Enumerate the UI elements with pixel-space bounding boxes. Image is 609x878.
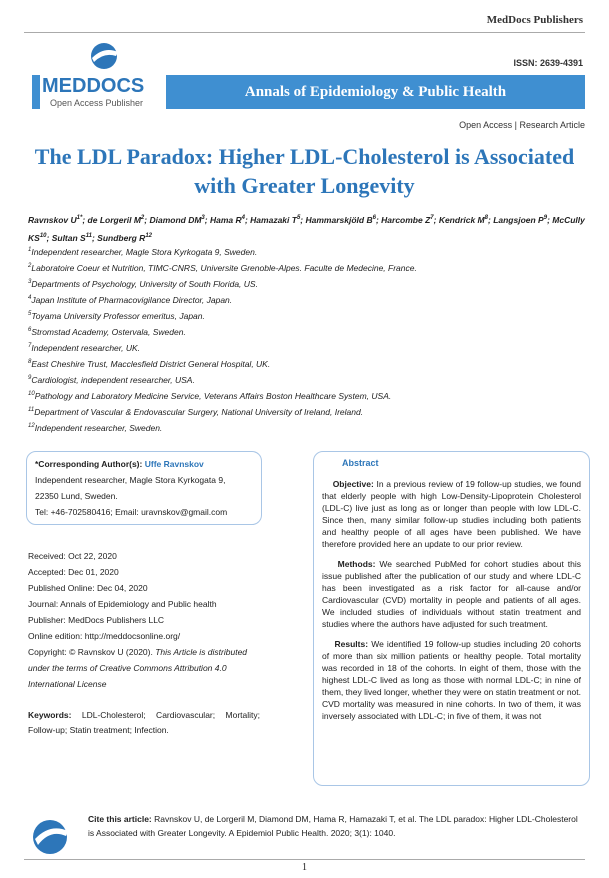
objective-label: Objective: [332, 479, 374, 489]
affiliation-item: $^1$Independent researcher, Magle Stora Kyrkogata 9, Sweden. [28, 246, 258, 257]
keywords-text: LDL-Cholesterol; Cardiovascular; Mortality; Follow-up; Statin treatment; Infection. [28, 710, 260, 735]
author-affiliation-mark: 4 [241, 215, 245, 221]
footer-divider [24, 859, 585, 860]
author-affiliation-mark: 5 [296, 215, 301, 221]
author-affiliation-mark: 8 [484, 215, 488, 221]
keywords-label: Keywords: [28, 710, 72, 720]
abstract-results [322, 638, 581, 722]
author-name: Hamazaki T [250, 214, 297, 225]
copyright: Copyright: © Ravnskov U (2020). [28, 647, 153, 657]
objective-text: In a previous review of 19 follow-up studies, we found that elderly people with high Low-Density-Lipoprotein Cholesterol (LDL-C) live just as long as or longer than people with low LDL-C. Since then, many similar follow-up studies including both patients and healthy people of all ages have been published. We have therefore provided here an update to our prior review. [322, 479, 581, 549]
article-title: The LDL Paradox: Higher LDL-Cholesterol is Associated with Greater Longevity [34, 144, 575, 198]
results-label: Results: [334, 639, 369, 649]
accepted-date: Accepted: Dec 01, 2020 [28, 567, 119, 577]
corresponding-address-2: 22350 Lund, Sweden. [35, 491, 118, 501]
abstract-methods [322, 558, 581, 630]
abstract-box [313, 451, 590, 786]
affiliation-item: $^7$Independent researcher, UK. [28, 342, 141, 353]
author-name: de Lorgeril M [87, 214, 141, 225]
logo-text: MEDDOCS [42, 75, 145, 97]
article-type: Open Access | Research Article [459, 120, 585, 130]
abstract-objective [322, 478, 581, 550]
corresponding-name: Uffe Ravnskov [144, 459, 204, 469]
author-affiliation-mark: 9 [543, 215, 548, 221]
affiliation-item: $^8$East Cheshire Trust, Macclesfield District General Hospital, UK. [28, 358, 271, 369]
author-affiliation-mark: 6 [372, 215, 376, 221]
header-divider [24, 32, 585, 33]
author-name: Hama R [209, 214, 242, 225]
author-affiliation-mark: 7 [430, 215, 434, 221]
publisher-line: Publisher: MedDocs Publishers LLC [28, 615, 165, 625]
affiliation-item: $^9$Cardiologist, independent researcher, USA. [28, 374, 195, 385]
logo-subtext: Open Access Publisher [50, 98, 144, 108]
author-name: Diamond DM [149, 214, 202, 225]
author-affiliation-mark: 2 [140, 215, 145, 221]
author-name: Hammarskjöld B [305, 214, 373, 225]
issn: ISSN: 2639-4391 [513, 58, 583, 68]
affiliation-list [28, 242, 587, 434]
citation-label: Cite this article: [88, 814, 152, 824]
author-name: Sundberg R [97, 232, 146, 243]
citation [88, 812, 586, 840]
license: This Article is distributed under the terms of Creative Commons Attribution 4.0 International License [28, 647, 248, 689]
author-affiliation-mark: 3 [201, 215, 205, 221]
online-edition: Online edition: http://meddocsonline.org/ [28, 631, 181, 641]
citation-text: Ravnskov U, de Lorgeril M, Diamond DM, Hama R, Hamazaki T, et al. The LDL paradox: Higher LDL-Cholesterol is Associated with Greater Longevity. A Epidemiol Public Health. 2020; 3(1): 1040. [88, 814, 578, 838]
author-name: Kendrick M [438, 214, 485, 225]
affiliation-item: $^6$Stromstad Academy, Ostervala, Sweden. [28, 326, 186, 337]
affiliation-item: $^{12}$Independent researcher, Sweden. [28, 422, 163, 433]
publisher-name: MedDocs Publishers [486, 14, 583, 26]
author-affiliation-mark: 11 [85, 232, 92, 239]
author-name: McCully KS [28, 214, 585, 243]
affiliation-item: $^4$Japan Institute of Pharmacovigilance Director, Japan. [28, 294, 233, 305]
author-affiliation-mark: 12 [145, 232, 153, 239]
corresponding-label: *Corresponding Author(s): [35, 459, 143, 469]
meddocs-logo [32, 40, 162, 112]
author-name: Sultan S [51, 232, 86, 243]
article-meta [28, 548, 258, 692]
author-affiliation-mark: 10 [39, 232, 47, 239]
affiliation-item: $^3$Departments of Psychology, University of South Florida, US. [28, 278, 258, 289]
corresponding-author-box [26, 451, 262, 525]
author-affiliation-mark: 1* [76, 215, 83, 221]
affiliation-item: $^5$Toyama University Professor emeritus, Japan. [28, 310, 205, 321]
affiliation-item: $^{11}$Department of Vascular & Endovascular Surgery, National University of Ireland, Ireland. [28, 406, 364, 417]
affiliation-item: $^2$Laboratoire Coeur et Nutrition, TIMC-CNRS, Universite Grenoble-Alpes. Faculte de Medecine, France. [28, 262, 417, 273]
published-date: Published Online: Dec 04, 2020 [28, 583, 148, 593]
meddocs-globe-icon [30, 815, 70, 857]
author-name: Ravnskov U [28, 214, 77, 225]
affiliation-item: $^{10}$Pathology and Laboratory Medicine Service, Veterans Affairs Boston Healthcare System, USA. [28, 390, 392, 401]
results-text: We identified 19 follow-up studies including 20 cohorts of more than six million patients or healthy people. Total mortality was recorded in 18 of the cohorts. In eight of them, those with the highest LDL-C lived as long as those with normal LDL-C; in nine of them, they lived longer, whether they were on statin treatment or not. CVD mortality was measured in nine cohorts. In two of them, it was inversely associated with LDL-C; in five of them, it was not [322, 639, 581, 721]
corresponding-contact: Tel: +46-702580416; Email: uravnskov@gmail.com [35, 507, 228, 517]
page-number: 1 [302, 862, 307, 873]
methods-label: Methods: [337, 559, 376, 569]
author-name: Langsjoen P [493, 214, 544, 225]
accent-bar-left [32, 75, 40, 109]
keywords [28, 708, 260, 738]
corresponding-address-1: Independent researcher, Magle Stora Kyrkogata 9, [35, 475, 226, 485]
author-name: Harcombe Z [381, 214, 431, 225]
received-date: Received: Oct 22, 2020 [28, 551, 117, 561]
journal-title: Annals of Epidemiology & Public Health [244, 83, 507, 100]
methods-text: We searched PubMed for cohort studies about this issue published after the publication of our study and where LDL-C has been investigated as a risk factor for all-cause and/or Cardiovascular (CVD) mortality in people and patients of all ages. We included studies of individuals without statin treatment and studies where the authors have adjusted for such treatment. [322, 559, 581, 629]
author-list: Ravnskov $U^{1*}$; de Lorgeril $M^2$; Diamond $DM^3$; Hama $R^4$; Hamazaki $T^5$; Hammarskjöld $B^6$; Harcombe $Z^7$; Kendrick $M^8$; Langsjoen $P^9$; McCully KS$^{10}$; Sultan $S^{11}$; Sundberg $R^{12}$ [28, 214, 585, 243]
abstract-heading: Abstract [342, 458, 379, 468]
journal-name: Journal: Annals of Epidemiology and Public health [28, 599, 217, 609]
